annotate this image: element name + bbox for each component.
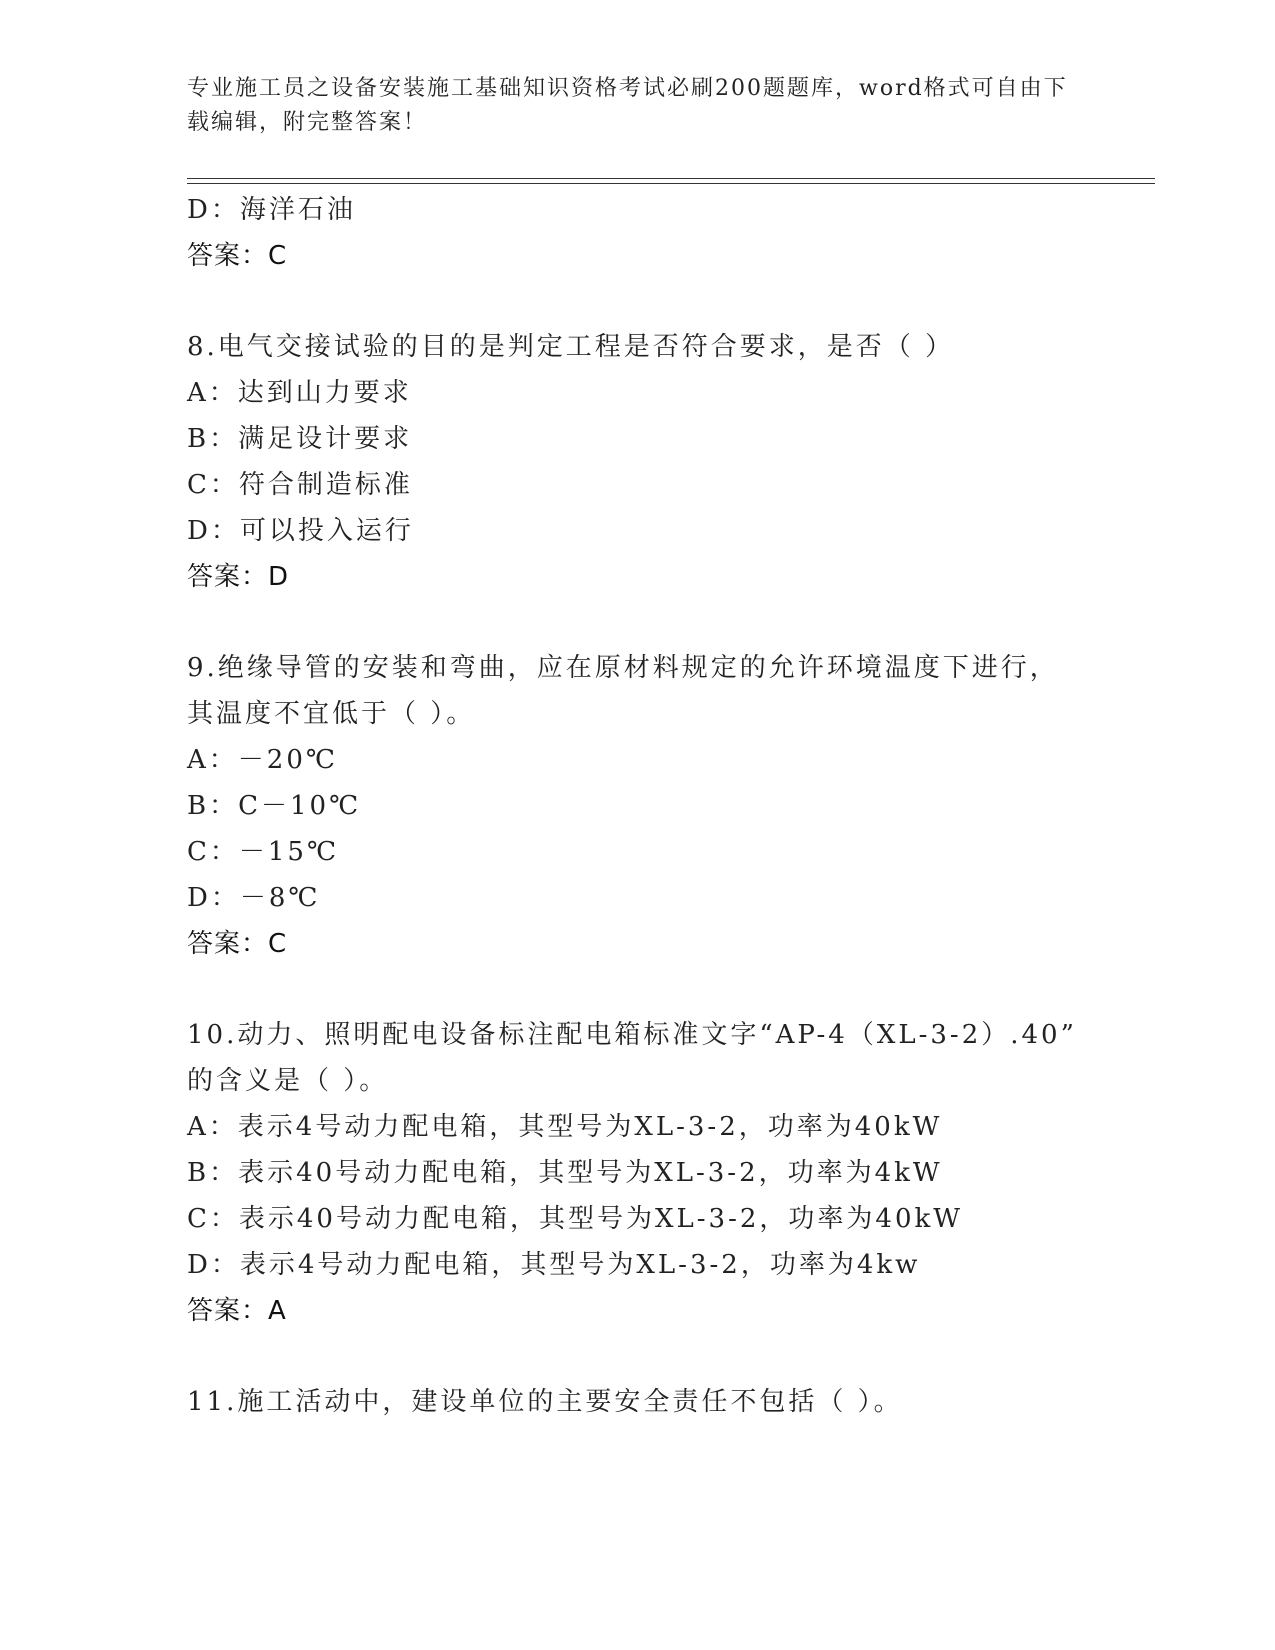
question-9-option-b: B：C－10℃ xyxy=(187,791,362,821)
question-8-option-d: D：可以投入运行 xyxy=(187,516,414,546)
header-rule-bottom xyxy=(187,183,1155,184)
question-10-answer: 答案：A xyxy=(187,1296,287,1326)
spacer xyxy=(187,279,1127,324)
question-10-option-b: B：表示40号动力配电箱，其型号为XL-3-2，功率为4kW xyxy=(187,1158,943,1188)
question-8-option-a: A：达到山力要求 xyxy=(187,378,412,408)
question-list xyxy=(187,187,1127,1425)
question-9-option-a: A：－20℃ xyxy=(187,745,338,775)
answer-line: 答案：C xyxy=(187,241,288,271)
question-8-option-c: C：符合制造标准 xyxy=(187,470,413,500)
question-10-option-c: C：表示40号动力配电箱，其型号为XL-3-2，功率为40kW xyxy=(187,1204,963,1234)
spacer xyxy=(187,967,1127,1012)
question-9-option-c: C：－15℃ xyxy=(187,837,340,867)
page-header: 专业施工员之设备安装施工基础知识资格考试必刷200题题库，word格式可自由下载编辑，附完整答案！ xyxy=(187,76,1068,135)
question-9-option-d: D：－8℃ xyxy=(187,883,321,913)
question-8-stem: 8.电气交接试验的目的是判定工程是否符合要求，是否（ ） xyxy=(187,332,955,362)
question-9-stem-line-1: 9.绝缘导管的安装和弯曲，应在原材料规定的允许环境温度下进行， xyxy=(187,653,1059,683)
header-rule-top xyxy=(187,178,1155,179)
question-9-answer: 答案：C xyxy=(187,929,288,959)
question-9-stem-line-2: 其温度不宜低于（ ）。 xyxy=(187,699,476,729)
question-8-answer: 答案：D xyxy=(187,562,290,592)
option-d: D：海洋石油 xyxy=(187,195,356,225)
spacer xyxy=(187,1334,1127,1379)
question-8-option-b: B：满足设计要求 xyxy=(187,424,413,454)
question-10-option-d: D：表示4号动力配电箱，其型号为XL-3-2，功率为4kw xyxy=(187,1250,921,1280)
spacer xyxy=(187,600,1127,645)
question-10-stem-line-1: 10.动力、照明配电设备标注配电箱标准文字“AP-4（XL-3-2）.40” xyxy=(187,1020,1077,1050)
question-10-stem-line-2: 的含义是（ ）。 xyxy=(187,1066,389,1096)
question-10-option-a: A：表示4号动力配电箱，其型号为XL-3-2，功率为40kW xyxy=(187,1112,943,1142)
question-11-stem: 11.施工活动中，建设单位的主要安全责任不包括（ ）。 xyxy=(187,1387,903,1417)
